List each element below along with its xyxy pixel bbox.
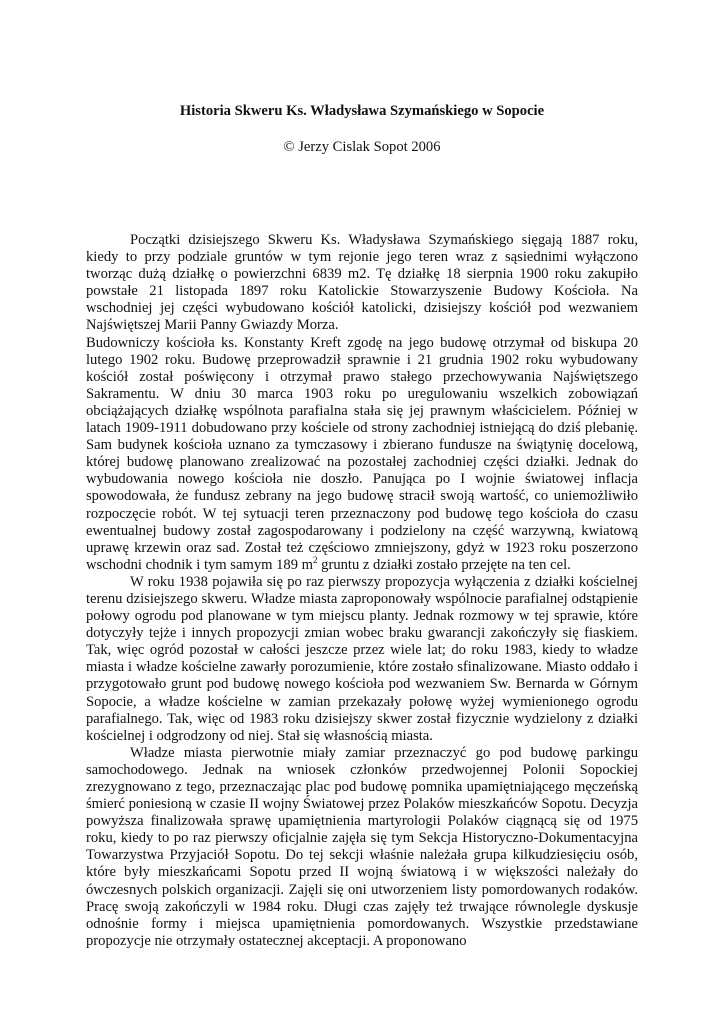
copyright-line: © Jerzy Cislak Sopot 2006: [283, 139, 441, 155]
paragraph-4: Władze miasta pierwotnie miały zamiar przeznaczyć go pod budowę parkingu samochodowego. Jednak na wniosek członków przedwojennej Polonii Sopockiej zrezygnowano z tego, przeznaczając plac pod budowę pomnika upamiętniającego męczeńską śmierć poniesioną w czasie II wojny Światowej przez Polaków mieszkańców Sopotu. Decyzja powyższa finalizowała sprawę upamiętnienia martyrologii Polaków ciągnącą się od 1975 roku, kiedy to po raz pierwszy oficjalnie zajęła się tym Sekcja Historyczno-Dokumentacyjna Towarzystwa Przyjaciół Sopotu. Do tej sekcji właśnie należała grupa kilkudziesięciu osób, które były mieszkańcami Sopotu przed II wojną światową i w większości należały do ówczesnych polskich organizacji. Zajęli się oni utworzeniem listy pomordowanych rodaków. Pracę swoją zakończyli w 1984 roku. Długi czas zajęły też trwające równolegle dyskusje odnośnie formy i miejsca upamiętnienia pomordowanych. Wszystkie przedstawiane propozycje nie otrzymały ostatecznej akceptacji. A proponowano: [86, 744, 638, 949]
paragraph-2-tail: gruntu z działki zostało przejęte na ten cel.: [317, 556, 571, 573]
paragraph-1: Początki dzisiejszego Skweru Ks. Władysława Szymańskiego sięgają 1887 roku, kiedy to przy podziale gruntów w tym rejonie jego teren wraz z sąsiednimi wyłączono tworząc dużą działkę o powierzchni 6839 m2. Tę działkę 18 sierpnia 1900 roku zakupiło powstałe 21 listopada 1897 roku Katolickie Stowarzyszenie Budowy Kościoła. Na wschodniej jej części wybudowano kościół katolicki, dzisiejszy kościół pod wezwaniem Najświętszej Marii Panny Gwiazdy Morza.: [86, 232, 638, 334]
paragraph-2: [86, 335, 638, 574]
document-body: [86, 232, 638, 950]
paragraph-3: W roku 1938 pojawiła się po raz pierwszy propozycja wyłączenia z działki kościelnej terenu dzisiejszego skweru. Władze miasta zaproponowały wspólnocie parafialnej odstąpienie połowy ogrodu pod planowane w tym miejscu planty. Jednak rozmowy w tej sprawie, które dotyczyły tejże i innych propozycji zmian wobec braku gwarancji zakończyły się fiaskiem. Tak, więc ogród pozostał w całości jeszcze przez wiele lat; do roku 1983, kiedy to władze miasta i władze kościelne zawarły porozumienie, które zostało sfinalizowane. Miasto oddało i przygotowało grunt pod budowę nowego kościoła pod wezwaniem Sw. Bernarda w Górnym Sopocie, a władze kościelne w zamian przekazały połowę wyżej wymienionego ogrodu parafialnego. Tak, więc od 1983 roku dzisiejszy skwer został fizycznie wydzielony z działki kościelnej i odgrodzony od niej. Stał się własnością miasta.: [86, 573, 638, 744]
paragraph-2-text: Budowniczy kościoła ks. Konstanty Kreft zgodę na jego budowę otrzymał od biskupa 20 lutego 1902 roku. Budowę przeprowadził sprawnie i 21 grudnia 1902 roku wybudowany kościół został poświęcony i otrzymał prawo stałego przechowywania Najświętszego Sakramentu. W dniu 30 marca 1903 roku po uregulowaniu wszelkich zobowiązań obciążających działkę wspólnota parafialna stała się jej prawnym właścicielem. Później w latach 1909-1911 dobudowano przy kościele od strony zachodniej istniejącą do dziś plebanię. Sam budynek kościoła uznano za tymczasowy i zbierano fundusze na świątynię docelową, której budowę planowano zrealizować na pozostałej zachodniej części działki. Jednak do wybudowania nowego kościoła nie doszło. Panująca po I wojnie światowej inflacja spowodowała, że fundusz zebrany na jego budowę stracił swoją wartość, co uniemożliwiło rozpoczęcie robót. W tej sytuacji teren przeznaczony pod budowę tego kościoła do czasu ewentualnej budowy został zagospodarowany i podzielony na część warzywną, kwiatową uprawę krzewin oraz sad. Został też częściowo zmniejszony, gdyż w 1923 roku poszerzono wschodni chodnik i tym samym 189 m: [86, 334, 638, 573]
superscript-2: 2: [313, 554, 318, 565]
document-title: Historia Skweru Ks. Władysława Szymańskiego w Sopocie: [179, 103, 545, 119]
